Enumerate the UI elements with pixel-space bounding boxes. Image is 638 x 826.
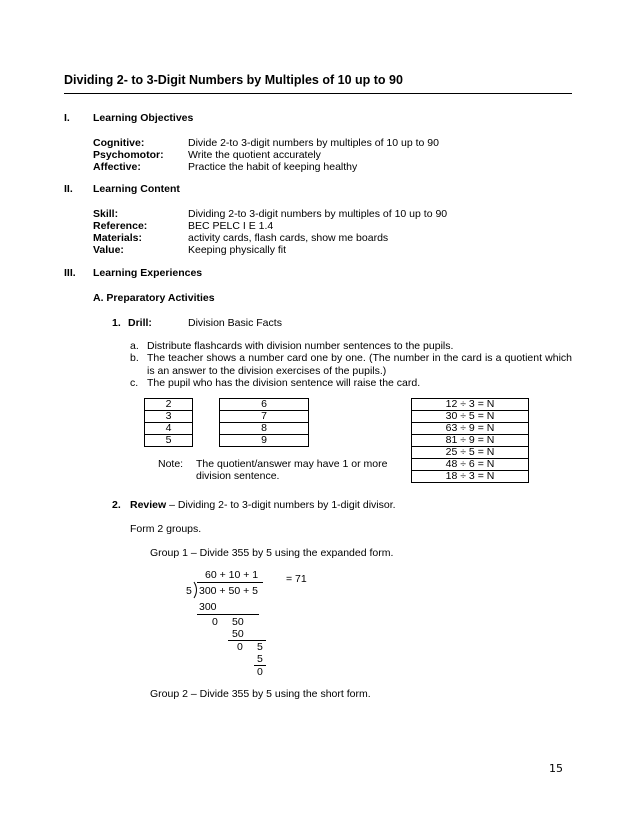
number-card: 8: [220, 423, 309, 435]
content-label: Materials:: [93, 232, 143, 244]
number-card: 4: [145, 423, 193, 435]
step-text: The pupil who has the division sentence will raise the card.: [147, 377, 421, 389]
objective-value: Practice the habit of keeping healthy: [188, 161, 358, 173]
longdiv-result: = 71: [286, 573, 307, 585]
drill-value: Division Basic Facts: [188, 317, 282, 329]
division-card: 12 ÷ 3 = N: [412, 399, 529, 411]
step-letter: b.: [130, 352, 139, 364]
content-label: Reference:: [93, 220, 148, 232]
longdiv-subtrahend: 5: [257, 653, 263, 665]
review-line: [130, 499, 396, 511]
number-card: 3: [145, 411, 193, 423]
section-3-number: III.: [64, 267, 76, 279]
content-value: Dividing 2-to 3-digit numbers by multiples of 10 up to 90: [188, 208, 448, 220]
content-value: BEC PELC I E 1.4: [188, 220, 274, 232]
longdiv-subtrahend: 50: [232, 628, 244, 640]
division-card: 63 ÷ 9 = N: [412, 423, 529, 435]
longdiv-dividend: 300 + 50 + 5: [199, 585, 258, 597]
page-number: 15: [549, 762, 563, 775]
step-text: The teacher shows a number card one by one. (The number in the card is a quotient which is an answer to the division exercises of the pupils.): [147, 352, 572, 377]
section-2-number: II.: [64, 183, 73, 195]
division-card: 48 ÷ 6 = N: [412, 459, 529, 471]
longdiv-remainder: 0: [237, 641, 243, 653]
note-text: The quotient/answer may have 1 or more: [196, 458, 388, 470]
title-underline: [64, 93, 572, 94]
longdiv-bringdown: 5: [257, 641, 263, 653]
objective-value: Divide 2-to 3-digit numbers by multiples of 10 up to 90: [188, 137, 439, 149]
note-text: division sentence.: [196, 470, 280, 482]
drill-number: 1.: [112, 317, 121, 329]
section-1-number: I.: [64, 112, 70, 124]
review-text: – Dividing 2- to 3-digit numbers by 1-digit divisor.: [166, 499, 396, 511]
note-label: Note:: [158, 458, 184, 470]
group-1-text: Group 1 – Divide 355 by 5 using the expanded form.: [150, 547, 394, 559]
content-label: Skill:: [93, 208, 119, 220]
subsection-a-heading: A. Preparatory Activities: [93, 292, 215, 304]
number-card: 9: [220, 435, 309, 447]
number-card: 7: [220, 411, 309, 423]
objective-value: Write the quotient accurately: [188, 149, 321, 161]
number-cards-left: [144, 398, 193, 447]
number-card: 2: [145, 399, 193, 411]
longdiv-bringdown: 50: [232, 616, 244, 628]
section-1-heading: Learning Objectives: [93, 112, 194, 124]
subtraction-line: [197, 614, 259, 615]
division-sentence-cards: [411, 398, 529, 483]
step-letter: a.: [130, 340, 139, 352]
step-letter: c.: [130, 377, 139, 389]
form-groups-text: Form 2 groups.: [130, 523, 202, 535]
longdiv-subtrahend: 300: [199, 601, 217, 613]
content-value: activity cards, flash cards, show me boards: [188, 232, 389, 244]
content-value: Keeping physically fit: [188, 244, 287, 256]
section-2-heading: Learning Content: [93, 183, 180, 195]
content-label: Value:: [93, 244, 124, 256]
objective-label: Affective:: [93, 161, 141, 173]
step-text: Distribute flashcards with division number sentences to the pupils.: [147, 340, 454, 352]
division-card: 81 ÷ 9 = N: [412, 435, 529, 447]
number-card: 5: [145, 435, 193, 447]
division-bar: [197, 582, 263, 583]
longdiv-final-remainder: 0: [257, 666, 263, 678]
page-title: Dividing 2- to 3-Digit Numbers by Multiples of 10 up to 90: [64, 73, 403, 87]
longdiv-divisor: 5: [186, 585, 192, 597]
longdiv-quotient: 60 + 10 + 1: [205, 569, 259, 581]
number-card: 6: [220, 399, 309, 411]
review-number: 2.: [112, 499, 121, 511]
review-label: Review: [130, 499, 167, 511]
objective-label: Psychomotor:: [93, 149, 164, 161]
division-card: 18 ÷ 3 = N: [412, 471, 529, 483]
division-card: 30 ÷ 5 = N: [412, 411, 529, 423]
division-card: 25 ÷ 5 = N: [412, 447, 529, 459]
drill-label: Drill:: [128, 317, 152, 329]
section-3-heading: Learning Experiences: [93, 267, 203, 279]
longdiv-remainder: 0: [212, 616, 218, 628]
objective-label: Cognitive:: [93, 137, 145, 149]
number-cards-middle: [219, 398, 309, 447]
group-2-text: Group 2 – Divide 355 by 5 using the short form.: [150, 688, 371, 700]
